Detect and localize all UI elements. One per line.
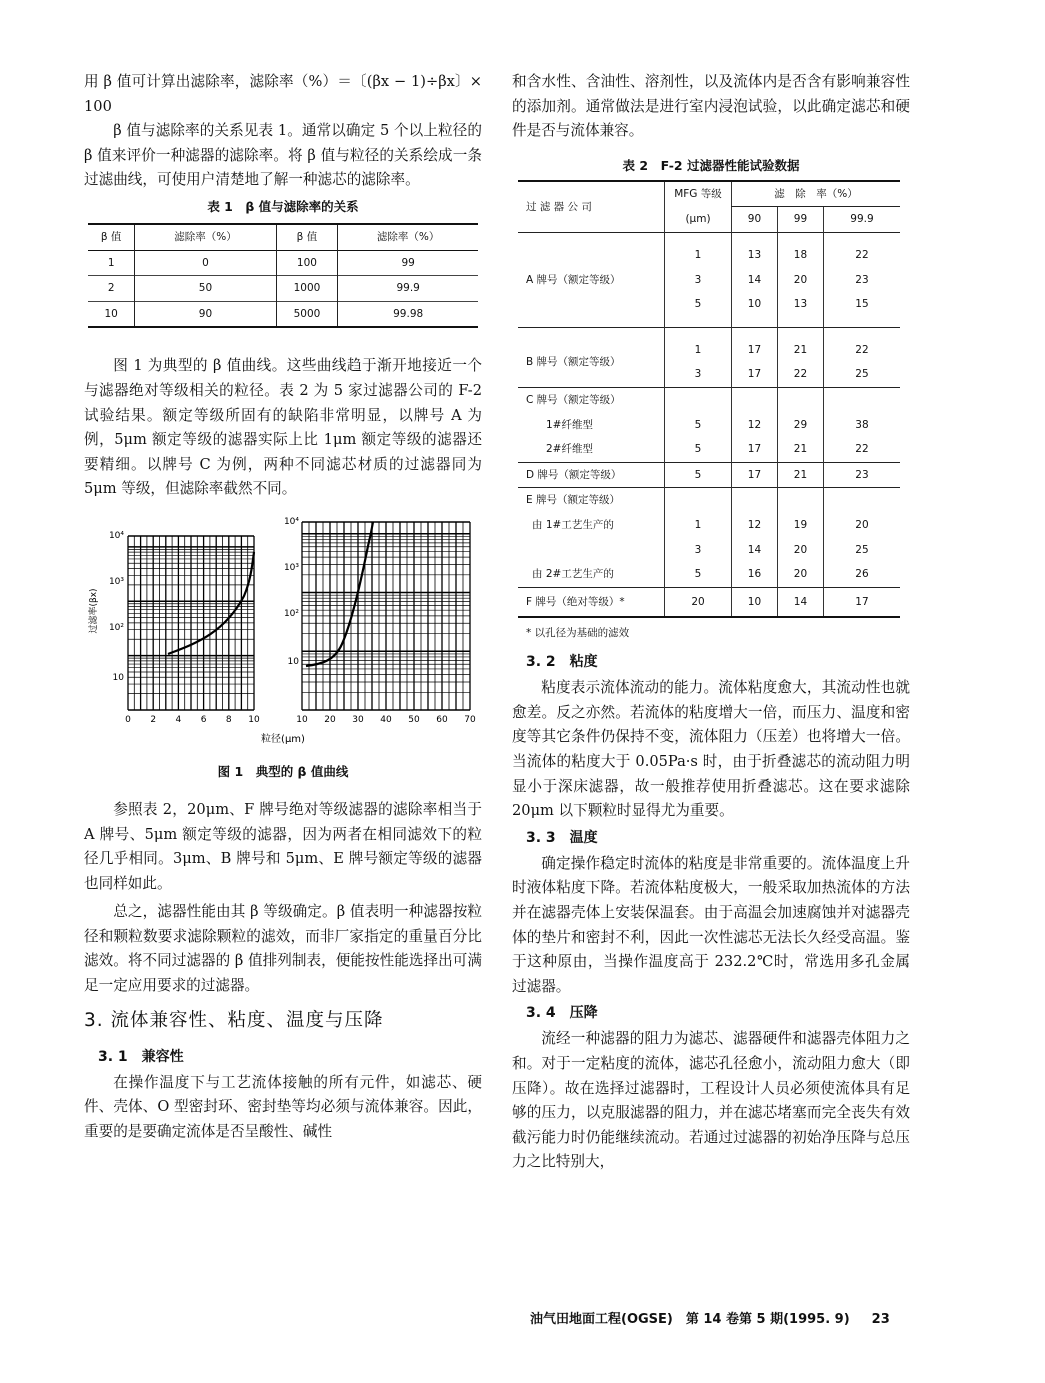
table-row: 1#纤维型 5 12 29 38 (518, 413, 900, 438)
table-row: A 牌号（额定等级） 3 14 20 23 (518, 268, 900, 293)
x-tick-label: 2 (150, 714, 157, 725)
table-cell: 2 (107, 282, 115, 295)
section-heading: 3. 流体兼容性、粘度、温度与压降 (84, 1009, 384, 1031)
table-cell: 90 (135, 301, 276, 327)
company-label: E 牌号（额定等级） (526, 494, 620, 507)
x-tick-label: 0 (125, 714, 131, 725)
table-row: 3 17 22 25 (518, 362, 900, 387)
table-row: B 牌号（额定等级） 1 17 21 22 (518, 338, 900, 363)
beta-curve-figure (84, 516, 482, 766)
y-tick-label: 10² (108, 622, 124, 633)
table-row (88, 250, 478, 276)
table1 (88, 223, 478, 328)
table-header: β 值 (100, 230, 122, 243)
y-tick-label: 10³ (108, 576, 124, 587)
table-row: 5 10 13 15 (518, 292, 900, 317)
journal-info: 油气田地面工程(OGSE) 第 14 卷第 5 期(1995. 9) (530, 1312, 850, 1327)
x-tick-label: 40 (380, 714, 392, 725)
table-cell: 99.9 (338, 276, 478, 302)
table-cell: 1000 (276, 276, 338, 302)
table-footnote: * 以孔径为基础的滤效 (526, 627, 630, 640)
left-chart-grid (128, 536, 254, 710)
x-tick-label: 30 (352, 714, 364, 725)
x-tick-label: 20 (324, 714, 336, 725)
table-header: 滤除率（%） (338, 224, 478, 250)
right-column (512, 70, 910, 1175)
table-cell: 5000 (276, 301, 338, 327)
y-tick-label: 10⁴ (108, 530, 124, 541)
paragraph: β 值与滤除率的关系见表 1。通常以确定 5 个以上粒径的 β 值来评价一种滤器的滤除率。将 β 值与粒径的关系绘成一条过滤曲线，可使用户清楚地了解一种滤芯的滤除率。 (84, 122, 482, 189)
table-cell: 0 (135, 250, 276, 276)
table-header: 99.9 (823, 207, 900, 233)
paragraph: 用 β 值可计算出滤除率，滤除率（%）＝〔(βx − 1)÷βx〕× 100 (84, 73, 482, 115)
company-label: D 牌号（额定等级） (526, 468, 622, 481)
x-tick-label: 60 (436, 714, 448, 725)
x-tick-label: 8 (225, 714, 232, 725)
y-tick-label: 10² (283, 608, 299, 619)
x-tick-label: 10 (248, 714, 260, 725)
x-tick-label: 50 (408, 714, 420, 725)
table-cell: 99.98 (338, 301, 478, 327)
table-header: β 值 (276, 224, 338, 250)
table-row (518, 488, 900, 513)
company-label: F 牌号（绝对等级）* (526, 595, 625, 608)
y-tick-label: 10³ (283, 562, 299, 573)
paragraph: 图 1 为典型的 β 值曲线。这些曲线趋于渐开地接近一个与滤器绝对等级相关的粒径。表 2 为 5 家过滤器公司的 F-2 试验结果。额定等级所固有的缺陷非常明显，以牌号 A 为例，5μm 额定等级的滤器实际上比 1μm 额定等级的滤器还要精细。以牌号 C 为例，两种不同滤芯材质的过滤器同为 5μm 等级，但滤除率截然不同。 (84, 357, 482, 498)
x-tick-label: 6 (200, 714, 207, 725)
table-row: 由 2#工艺生产的 5 16 20 26 (518, 562, 900, 587)
table-header: (μm) (665, 207, 732, 233)
x-tick-label: 4 (175, 714, 182, 725)
x-tick-label: 70 (464, 714, 476, 725)
paragraph: 参照表 2，20μm、F 牌号绝对等级滤器的滤除率相当于 A 牌号、5μm 额定等级的滤器，因为两者在相同滤效下的粒径几乎相同。3μm、B 牌号和 5μm、E 牌号额定等级的滤器也同样如此。 (84, 800, 482, 892)
y-tick-label: 10 (287, 656, 299, 667)
figure-1 (84, 516, 482, 766)
table-header: 90 (732, 207, 778, 233)
table2-caption: 表 2 F-2 过滤器性能试验数据 (622, 157, 800, 173)
table-row: 由 1#工艺生产的 1 12 19 20 (518, 513, 900, 538)
page-footer (530, 1308, 890, 1327)
table-cell: 1 (107, 256, 115, 269)
paragraph: 粘度表示流体流动的能力。流体粘度愈大，其流动性也就愈差。反之亦然。若流体的粘度增大一倍，而压力、温度和密度等其它条件仍保持不变，流体阻力（压差）也将增大一倍。当流体的粘度大于 0.05Pa·s 时，由于折叠滤芯的流动阻力明显小于深床滤器，故一般推荐使用折叠滤芯。这在要求滤除 20μm 以下颗粒时显得尤为重要。 (512, 679, 910, 820)
table-row: 2#纤维型 5 17 21 22 (518, 437, 900, 462)
table-row: 3 14 20 25 (518, 538, 900, 563)
x-tick-label: 10 (296, 714, 308, 725)
company-label: B 牌号（额定等级） (526, 356, 621, 369)
subsection-heading: 3. 4 压降 (526, 1005, 598, 1022)
page-number: 23 (871, 1312, 890, 1327)
paragraph: 确定操作稳定时流体的粘度是非常重要的。流体温度上升时液体粘度下降。若流体粘度极大，一般采取加热流体的方法并在滤器壳体上安装保温套。由于高温会加速腐蚀并对滤器壳体的垫片和密封不利，因此一次性滤芯无法长久经受高温。鉴于这种原由，当操作温度高于 232.2℃时，常选用多孔金属过滤器。 (512, 854, 910, 995)
left-column (84, 70, 482, 1144)
table-row: F 牌号（绝对等级）* 20 10 14 17 (518, 587, 900, 617)
table-row: 1 13 18 22 (518, 243, 900, 268)
table1-caption: 表 1 β 值与滤除率的关系 (207, 198, 359, 214)
table2 (518, 180, 900, 618)
table-cell: 100 (276, 250, 338, 276)
company-label: C 牌号（额定等级） (526, 393, 621, 406)
table-header: 滤除率（%） (135, 224, 276, 250)
right-chart-grid (302, 522, 470, 710)
company-label: A 牌号（额定等级） (526, 273, 621, 286)
y-tick-label: 10 (112, 672, 124, 683)
table-header: 99 (777, 207, 823, 233)
table-row (518, 387, 900, 412)
table-row (88, 276, 478, 302)
table-row (88, 301, 478, 327)
table-cell: 10 (104, 307, 118, 320)
table-header: MFG 等级 (665, 181, 732, 207)
table-cell: 99 (338, 250, 478, 276)
table-header: 滤 除 率（%） (732, 181, 901, 207)
paragraph: 在操作温度下与工艺流体接触的所有元件，如滤芯、硬件、壳体、O 型密封环、密封垫等均必须与流体兼容。因此，重要的是要确定流体是否呈酸性、碱性 (84, 1073, 482, 1140)
paragraph: 总之，滤器性能由其 β 等级确定。β 值表明一种滤器按粒径和颗粒数要求滤除颗粒的滤效，而非厂家指定的重量百分比滤效。将不同过滤器的 β 值排列制表，便能按性能选择出可满足一定应用要求的过滤器。 (84, 903, 482, 995)
y-tick-label: 10⁴ (283, 516, 299, 527)
subsection-heading: 3. 2 粘度 (526, 654, 598, 671)
figure-caption: 图 1 典型的 β 值曲线 (217, 763, 349, 779)
x-axis-label: 粒径(μm) (261, 733, 305, 745)
table-cell: 50 (135, 276, 276, 302)
y-axis-label: 过滤率(βx) (89, 588, 99, 634)
table-row: D 牌号（额定等级） 5 17 21 23 (518, 462, 900, 488)
paragraph: 流经一种滤器的阻力为滤芯、滤器硬件和滤器壳体阻力之和。对于一定粘度的流体，滤芯孔径愈小，流动阻力愈大（即压降）。故在选择过滤器时，工程设计人员必须使流体具有足够的压力，以克服滤器的阻力，并在滤芯堵塞而完全丧失有效截污能力时仍能继续流动。若通过过滤器的初始净压降与总压力之比特别大， (512, 1030, 910, 1171)
table-header: 过 滤 器 公 司 (526, 200, 592, 213)
subsection-heading: 3. 3 温度 (526, 829, 598, 846)
subsection-heading: 3. 1 兼容性 (98, 1048, 184, 1065)
paragraph: 和含水性、含油性、溶剂性，以及流体内是否含有影响兼容性的添加剂。通常做法是进行室内浸泡试验，以此确定滤芯和硬件是否与流体兼容。 (512, 73, 910, 140)
